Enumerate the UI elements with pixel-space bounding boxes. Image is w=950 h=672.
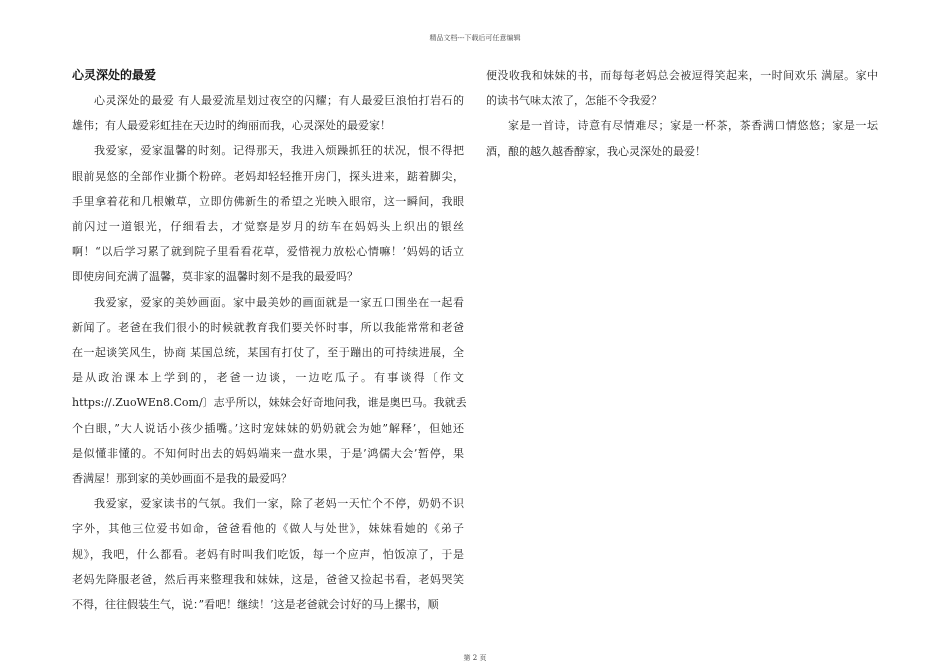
text-line: 新闻了。老爸在我们很小的时候就教育我们要关怀时事，所以我能常常和老爸 (72, 320, 464, 334)
text-line: 眼前晃悠的全部作业撕个粉碎。老妈却轻轻推开房门，探头进来，踮着脚尖， (72, 169, 464, 183)
text-line: 是从政治课本上学到的，老爸一边谈，一边吃瓜子。有事谈得〔作文 (72, 371, 464, 385)
text-line: 啊！“以后学习累了就到院子里看看花草，爱惜视力放松心情嘛！’妈妈的话立 (72, 245, 464, 259)
text-line: 规》，我吧，什么都看。老妈有时叫我们吃饭，每一个应声，怕饭凉了，于是 (72, 547, 464, 561)
paragraph (72, 138, 464, 289)
page-header: 精品文档---下载后可任意编辑 (429, 34, 521, 42)
text-line: 我爱家，爱家温馨的时刻。记得那天，我进入烦躁抓狂的状况，恨不得把 (94, 144, 464, 158)
article-title: 心灵深处的最爱 (72, 68, 157, 82)
text-line: 手里拿着花和几根嫩草，立即仿佛新生的希望之光映入眼帘，这一瞬间，我眼 (72, 194, 464, 208)
text-line: 心灵深处的最爱 有人最爱流星划过夜空的闪耀；有人最爱巨浪怕打岩石的 (94, 94, 464, 107)
text-line: 前闪过一道银光，仔细看去，才觉察是岁月的纺车在妈妈头上织出的银丝 (72, 220, 464, 234)
right-column (486, 63, 878, 164)
text-line: 我爱家，爱家的美妙画面。家中最美妙的画面就是一家五口围坐在一起看 (94, 295, 464, 309)
paragraph (486, 113, 878, 163)
text-line: 家是一首诗，诗意有尽情难尽；家是一杯茶，茶香满口情悠悠；家是一坛 (508, 119, 878, 133)
left-paragraphs (72, 88, 467, 617)
paragraph (72, 491, 464, 617)
text-line: 我爱家，爱家读书的气氛。我们一家，除了老妈一天忙个不停，奶奶不识 (94, 497, 464, 511)
text-line: 香满屋！那到家的美妙画面不是我的最爱吗？ (72, 472, 292, 486)
text-line: 字外，其他三位爱书如命，爸爸看他的《做人与处世》，妹妹看她的《弟子 (72, 522, 464, 536)
right-paragraphs (486, 63, 878, 164)
left-column (72, 63, 467, 617)
text-line: 老妈先降服老爸，然后再来整理我和妹妹，这是，爸爸又捡起书看，老妈哭笑 (72, 572, 464, 586)
text-line: 即使房间充满了温馨，莫非家的温馨时刻不是我的最爱吗？ (72, 270, 358, 284)
paragraph (72, 290, 467, 492)
text-line: 个白眼，”大人说话小孩少插嘴。’这时宠妹妹的奶奶就会为她”解释’，但她还 (72, 421, 464, 435)
text-line: 雄伟；有人最爱彩虹挂在天边时的绚丽而我，心灵深处的最爱家！ (72, 119, 391, 133)
text-line: 不得，往往假装生气，说：”看吧！继续！’这是老爸就会讨好的马上摞书，顺 (72, 598, 439, 612)
paragraph (72, 88, 464, 138)
text-line: 便没收我和妹妹的书，而每每老妈总会被逗得笑起来，一时间欢乐 满屋。家中 (486, 69, 878, 82)
page-number: 第 2 页 (463, 654, 487, 662)
text-line: 酒，酿的越久越香醇家，我心灵深处的最爱！ (486, 144, 706, 158)
text-line: https://.ZuoWEn8.Com/〕志乎所以，妹妹会好奇地问我，谁是奥巴马。我就丢 (72, 396, 467, 410)
text-line: 在一起谈笑风生，协商 某国总统，某国有打仗了，至于蹦出的可持续进展，全 (72, 346, 464, 360)
paragraph (486, 63, 878, 113)
text-line: 是似懂非懂的。不知何时出去的妈妈端来一盘水果，于是’鸿儒大会’暂停，果 (72, 446, 464, 460)
text-line: 的读书气味太浓了，怎能不令我爱？ (486, 94, 662, 108)
